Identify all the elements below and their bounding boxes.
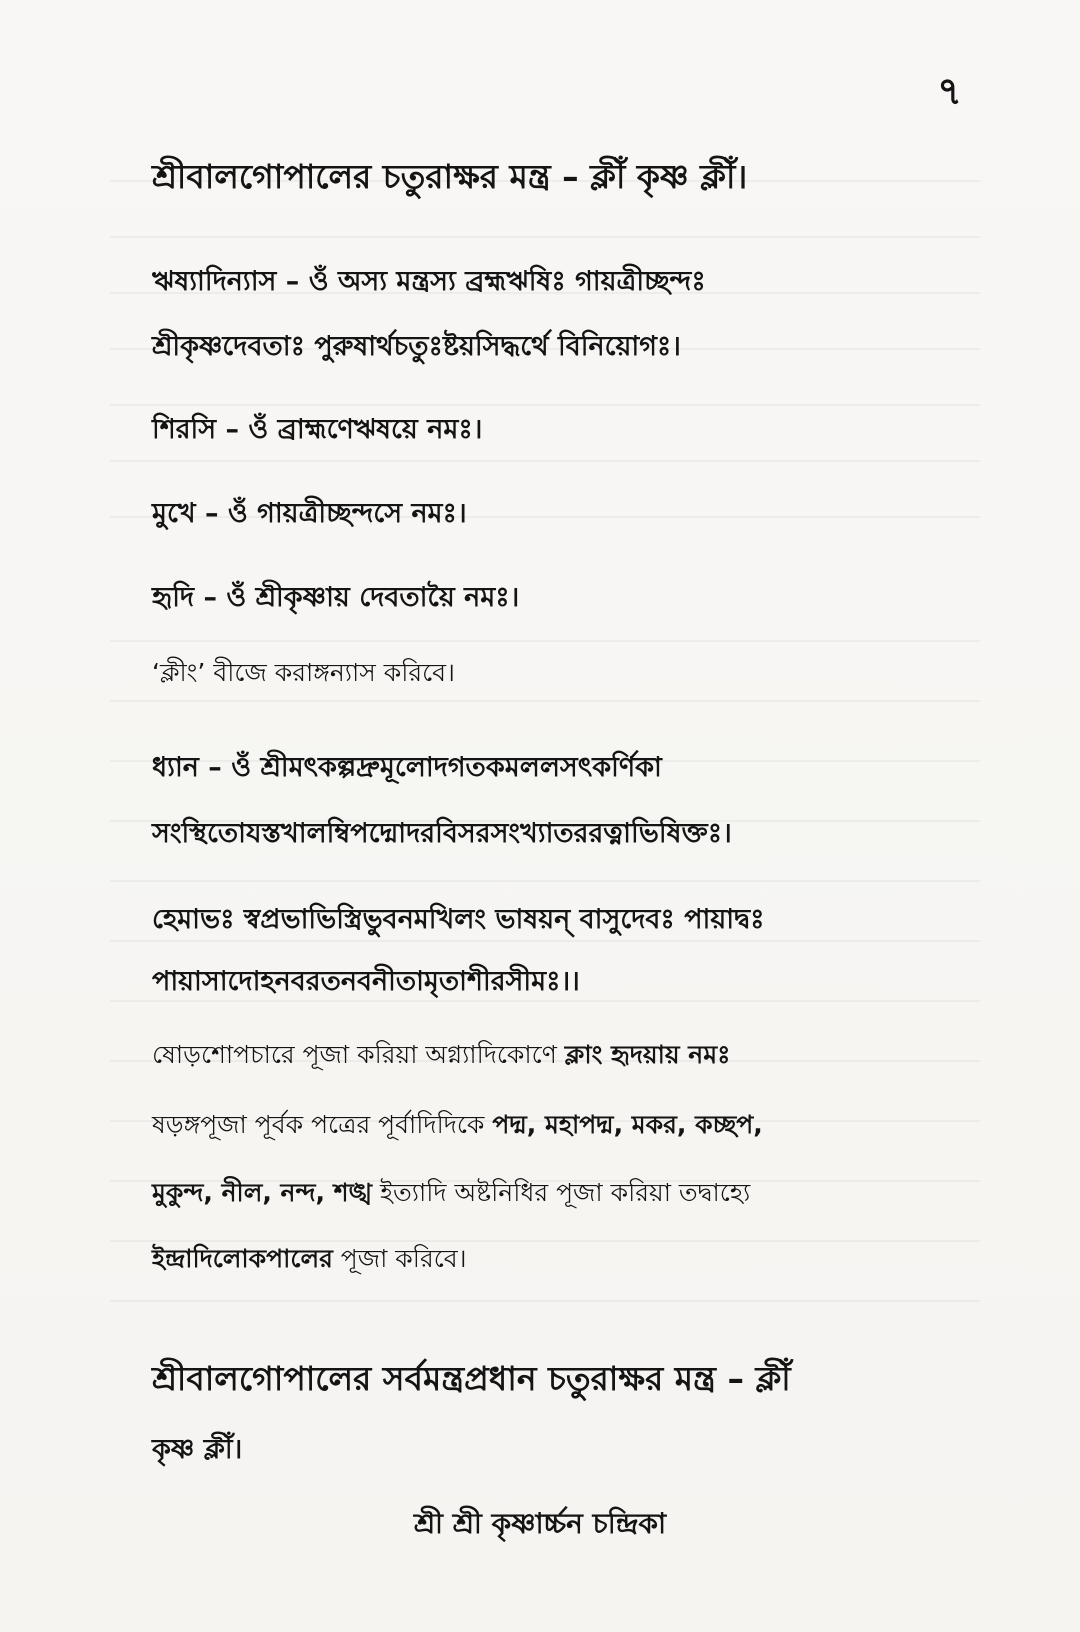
text-line xyxy=(152,1112,763,1137)
dhyana-line: ধ্যান – ওঁ শ্রীমৎকল্পদ্রুমূলোদগতকমললসৎকর্ণিকা xyxy=(152,752,662,783)
text-span: ষোড়শোপচারে পূজা করিয়া অগ্ন্যাদিকোণে xyxy=(152,1040,565,1069)
text-line: কৃষ্ণ ক্লীঁ। xyxy=(152,1434,243,1465)
text-line: শ্রীকৃষ্ণদেবতাঃ পুরুষার্থচতুঃষ্টয়সিদ্ধর্থে বিনিয়োগঃ। xyxy=(152,331,681,362)
show-through xyxy=(110,1000,980,1002)
page-number: ৭ xyxy=(937,69,962,113)
text-span: ষড়ঙ্গপূজা পূর্বক পত্রের পূর্বাদিদিকে xyxy=(152,1110,493,1139)
show-through xyxy=(110,940,980,942)
show-through xyxy=(110,640,980,642)
show-through xyxy=(110,880,980,882)
bold-span: ইন্দ্রাদিলোকপালের xyxy=(152,1244,333,1273)
text-span: ইত্যাদি অষ্টনিধির পূজা করিয়া তদ্বাহ্যে xyxy=(372,1178,751,1207)
text-line: পায়াসাদোহনবরতনবনীতামৃতাশীরসীমঃ।। xyxy=(152,966,580,997)
text-line xyxy=(152,1246,467,1271)
show-through xyxy=(110,236,980,238)
show-through xyxy=(110,1240,980,1242)
show-through xyxy=(110,460,980,462)
bold-span: পদ্ম, মহাপদ্ম, মকর, কচ্ছপ, xyxy=(492,1110,763,1139)
text-span: পূজা করিবে। xyxy=(332,1244,467,1273)
text-line: ঋষ্যাদিন্যাস – ওঁ অস্য মন্ত্রস্য ব্রহ্মঋষিঃ গায়ত্রীচ্ছন্দঃ xyxy=(152,266,706,297)
book-title-footer: শ্রী শ্রী কৃষ্ণার্চ্চন চন্দ্রিকা xyxy=(413,1507,667,1540)
bold-span: ক্লাং হৃদয়ায় নমঃ xyxy=(564,1040,731,1069)
text-line: মুখে – ওঁ গায়ত্রীচ্ছন্দসে নমঃ। xyxy=(152,498,467,529)
bold-span: মুকুন্দ, নীল, নন্দ, শঙ্খ xyxy=(152,1178,373,1207)
show-through xyxy=(110,1300,980,1302)
text-line xyxy=(152,1042,730,1067)
show-through xyxy=(110,404,980,406)
text-line: হেমাভঃ স্বপ্রভাভিস্ত্রিভুবনমখিলং ভাষয়ন্ বাসুদেবঃ পায়াদ্বঃ xyxy=(152,904,765,935)
text-line: শিরসি – ওঁ ব্রাহ্মণেঋষয়ে নমঃ। xyxy=(152,414,483,445)
show-through xyxy=(110,700,980,702)
text-line: হৃদি – ওঁ শ্রীকৃষ্ণায় দেবতায়ৈ নমঃ। xyxy=(152,582,520,613)
heading-mantra: শ্রীবালগোপালের চতুরাক্ষর মন্ত্র – ক্লীঁ কৃষ্ণ ক্লীঁ। xyxy=(152,157,748,196)
heading-mantra: শ্রীবালগোপালের সর্বমন্ত্রপ্রধান চতুরাক্ষর মন্ত্র – ক্লীঁ xyxy=(152,1359,791,1398)
text-line: সংস্থিতোযস্তখালম্বিপদ্মোদরবিসরসংখ্যাতররত্নাভিষিক্তঃ। xyxy=(152,818,732,849)
text-line: ‘ক্লীং’ বীজে করাঙ্গন্যাস করিবে। xyxy=(152,658,455,687)
text-line xyxy=(152,1180,750,1205)
